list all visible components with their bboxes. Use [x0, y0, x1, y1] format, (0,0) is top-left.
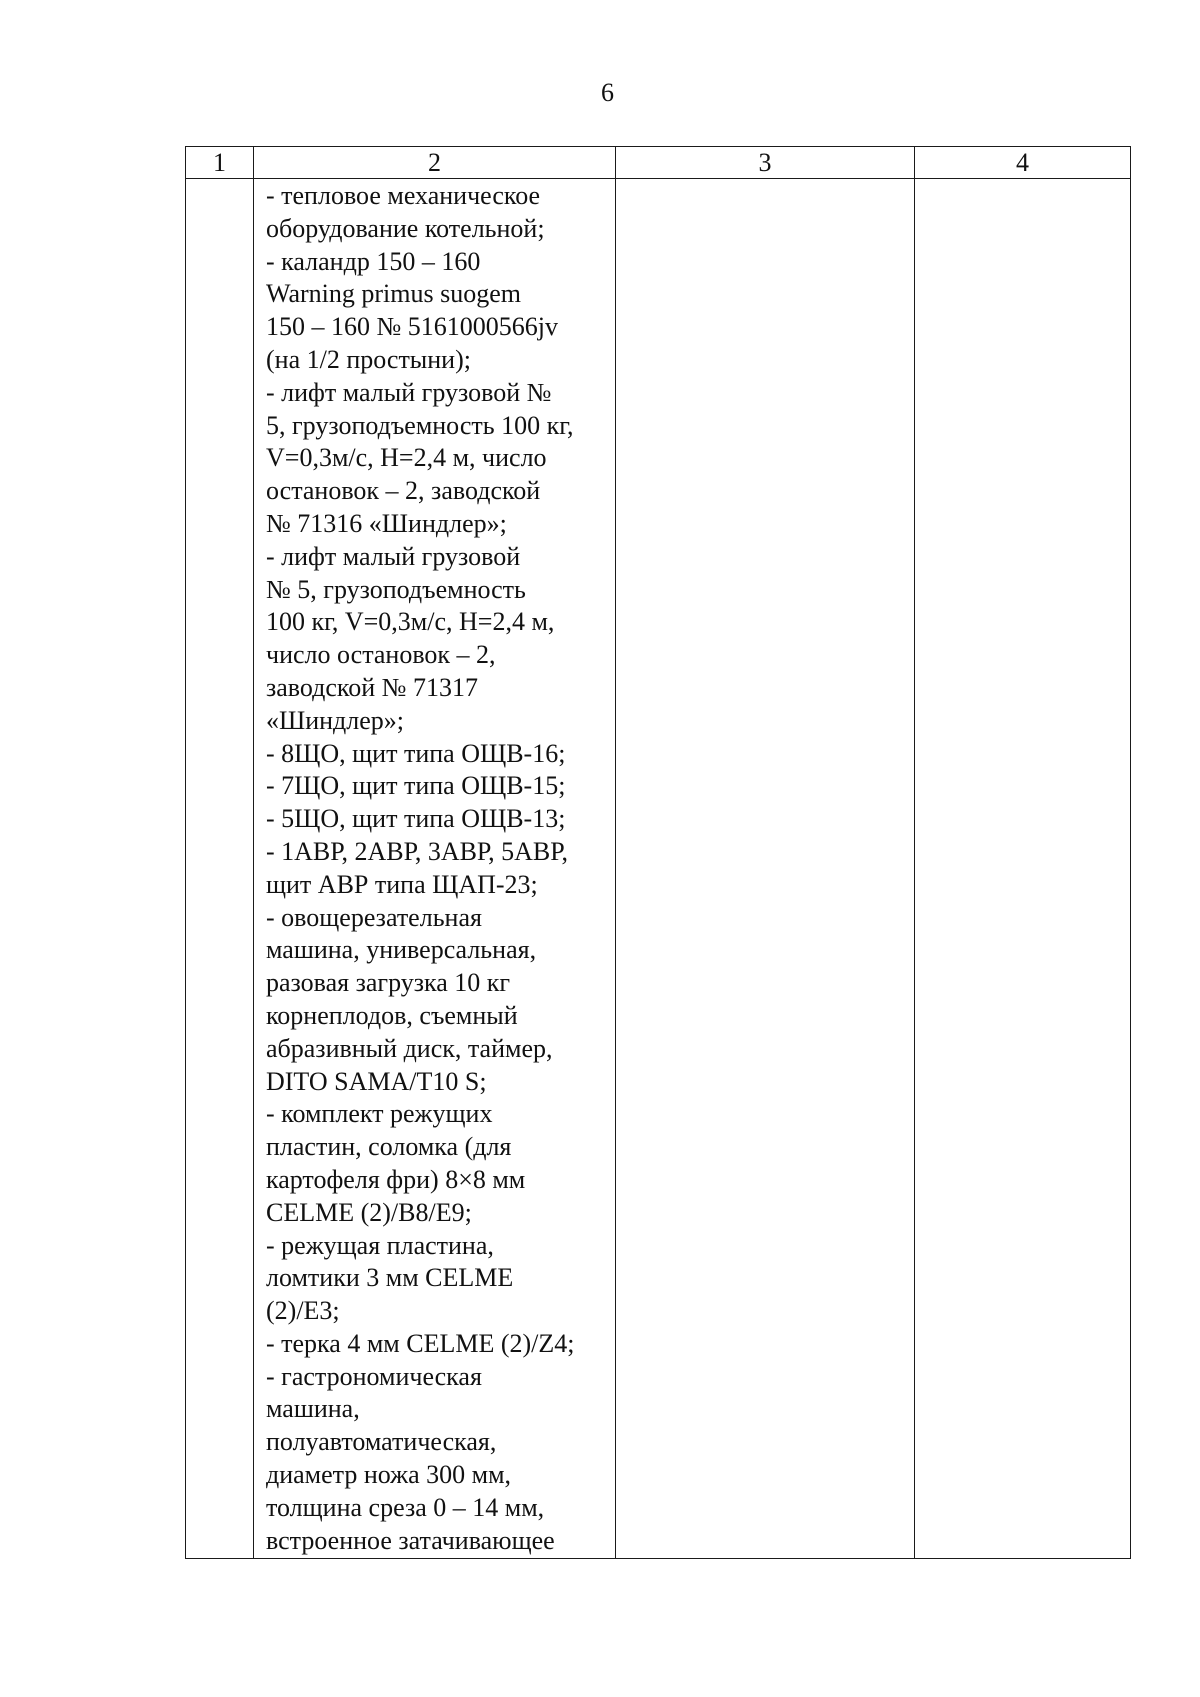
text-line: - гастрономическая [266, 1361, 482, 1391]
text-line: полуавтоматическая, [266, 1427, 497, 1457]
text-line: оборудование котельной; [266, 213, 545, 243]
table-row [186, 179, 1131, 1559]
text-line: - каландр 150 – 160 [266, 246, 481, 276]
cell-col-2 [254, 179, 616, 1559]
text-line: разовая загрузка 10 кг [266, 968, 511, 998]
text-line: «Шиндлер»; [266, 705, 405, 735]
text-line: - лифт малый грузовой № [266, 377, 552, 407]
text-line: число остановок – 2, [266, 640, 496, 670]
text-line: DITO SAMA/T10 S; [266, 1066, 487, 1096]
text-line: - лифт малый грузовой [266, 541, 521, 571]
column-header-1: 1 [186, 147, 254, 179]
text-line: 5, грузоподъемность 100 кг, [266, 410, 574, 440]
text-line: машина, универсальная, [266, 935, 537, 965]
equipment-table [185, 146, 1131, 1559]
text-line: встроенное затачивающее [266, 1525, 555, 1555]
text-line: - 1АВР, 2АВР, 3АВР, 5АВР, [266, 836, 568, 866]
text-line: машина, [266, 1394, 360, 1424]
page-number: 6 [601, 78, 614, 107]
text-line: № 5, грузоподъемность [266, 574, 526, 604]
text-line: - терка 4 мм CELME (2)/Z4; [266, 1328, 575, 1358]
column-header-2: 2 [254, 147, 616, 179]
cell-col-1 [186, 179, 254, 1559]
text-line: диаметр ножа 300 мм, [266, 1460, 512, 1490]
text-line: ломтики 3 мм CELME [266, 1263, 514, 1293]
text-line: - 7ЩО, щит типа ОЩВ-15; [266, 771, 566, 801]
text-line: V=0,3м/с, H=2,4 м, число [266, 443, 547, 473]
column-header-3: 3 [616, 147, 915, 179]
equipment-list [254, 179, 615, 1557]
text-line: заводской № 71317 [266, 672, 478, 702]
text-line: толщина среза 0 – 14 мм, [266, 1492, 545, 1522]
text-line: 150 – 160 № 5161000566jv [266, 312, 559, 342]
text-line: № 71316 «Шиндлер»; [266, 508, 507, 538]
text-line: 100 кг, V=0,3м/с, H=2,4 м, [266, 607, 555, 637]
text-line: CELME (2)/B8/E9; [266, 1197, 472, 1227]
text-line: остановок – 2, заводской [266, 476, 541, 506]
text-line: - овощерезательная [266, 902, 482, 932]
text-line: (на 1/2 простыни); [266, 344, 471, 374]
text-line: - тепловое механическое [266, 181, 541, 210]
text-line: - комплект режущих [266, 1099, 493, 1129]
text-line: (2)/E3; [266, 1296, 340, 1326]
text-line: - 8ЩО, щит типа ОЩВ-16; [266, 738, 566, 768]
table-header-row [186, 147, 1131, 179]
cell-col-4 [915, 179, 1131, 1559]
text-line: Warning primus suogem [266, 279, 521, 309]
text-line: абразивный диск, таймер, [266, 1033, 553, 1063]
text-line: картофеля фри) 8×8 мм [266, 1164, 526, 1194]
text-line: - 5ЩО, щит типа ОЩВ-13; [266, 804, 566, 834]
text-line: корнеплодов, съемный [266, 1000, 518, 1030]
cell-col-3 [616, 179, 915, 1559]
text-line: щит АВР типа ЩАП-23; [266, 869, 538, 899]
text-line: - режущая пластина, [266, 1230, 494, 1260]
text-line: пластин, соломка (для [266, 1132, 512, 1162]
column-header-4: 4 [915, 147, 1131, 179]
